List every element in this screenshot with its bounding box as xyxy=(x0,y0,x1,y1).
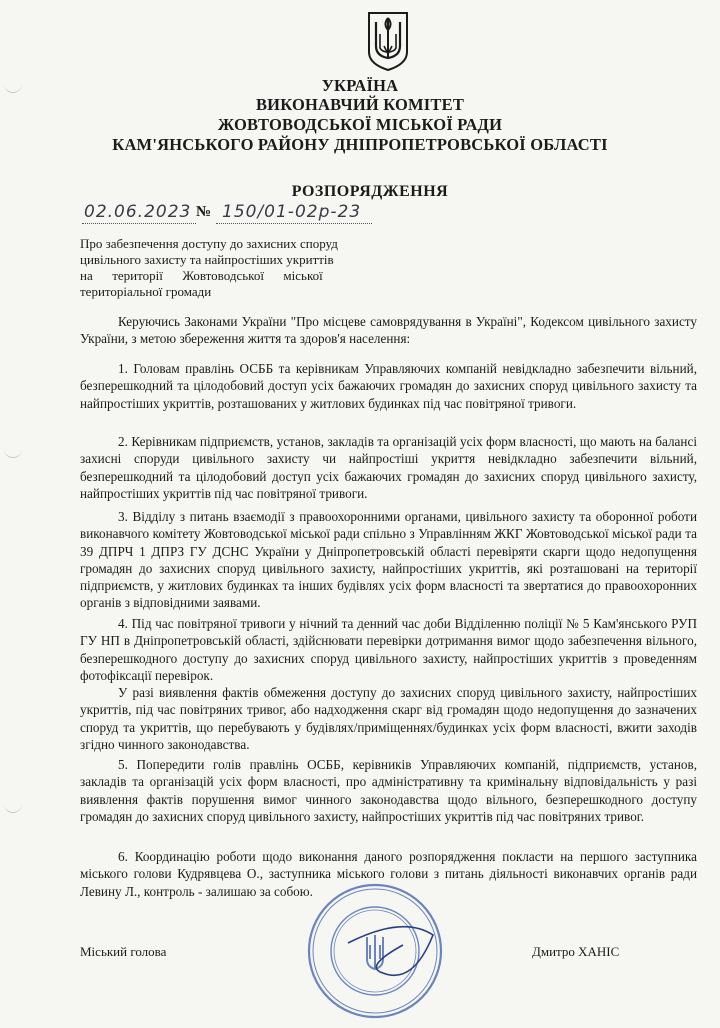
signer-position: Міський голова xyxy=(80,944,167,959)
item-5 xyxy=(80,756,697,825)
subject-line: Про забезпечення доступу до захисних споруд xyxy=(80,236,338,251)
margin-mark xyxy=(4,447,22,458)
header-committee: ВИКОНАВЧИЙ КОМІТЕТ xyxy=(255,95,465,114)
signature-stroke xyxy=(348,927,433,976)
item-1 xyxy=(80,360,697,412)
item-text: 1. Головам правлінь ОСББ та керівникам Управляючих компаній невідкладно забезпечити вільний, безперешкодний та цілодобовий доступ усіх бажаючих громадян до захисних споруд цивільного захисту та найпростіших укриттів, розташованих у житлових будинках під час повітряної тривоги. xyxy=(80,361,697,411)
trident-emblem-icon xyxy=(366,10,410,72)
item-text: 2. Керівникам підприємств, установ, закладів та організацій усіх форм власності, що мають на балансі захисні споруди цивільного захисту чи найпростіші укриття невідкладно забезпечити вільний, безперешкодний та цілодобовий доступ усіх бажаючих громадян до захисних споруд цивільного захисту, найпростіших укриттів під час повітряної тривоги. xyxy=(80,434,697,501)
item-text: 5. Попередити голів правлінь ОСББ, керівників Управляючих компаній, підприємств, установ, закладів та організацій усіх форм власності, про адміністративну та кримінальну відповідальність у разі виявлення фактів порушення вимог чинного законодавства щодо вільного, безперешкодного доступу громадян до захисних споруд цивільного захисту, найпростіших укриттів під час повітряних тривог. xyxy=(80,757,697,824)
preamble xyxy=(80,313,697,348)
item-4 xyxy=(80,615,697,753)
signer-name: Дмитро ХАНІС xyxy=(532,944,620,959)
item-text: 3. Відділу з питань взаємодії з правоохоронними органами, цивільного захисту та оборонної роботи виконавчого комітету Жовтоводської міської ради спільно з Управлінням ЖКГ Жовтоводської міської ради та 39 ДПРЧ 1 ДПРЗ ГУ ДСНС України у Дніпропетровській області перевіряти скарги щодо недопущення громадян до захисних споруд цивільного захисту, найпростіших укриттів, які розташовані на території підприємств, у житлових будинках та інших будівлях усіх форм власності та звертатися до правоохоронних органів з відповідними заявами. xyxy=(80,509,697,611)
official-stamp xyxy=(293,875,458,1025)
item-3 xyxy=(80,508,697,612)
margin-mark xyxy=(4,802,22,813)
header-country: УКРАЇНА xyxy=(321,76,399,95)
header-region: КАМ'ЯНСЬКОГО РАЙОНУ ДНІПРОПЕТРОВСЬКОЇ ОБЛАСТІ xyxy=(112,135,608,154)
number-underline xyxy=(216,223,372,224)
item-4-continuation: У разі виявлення фактів обмеження доступу до захисних споруд цивільного захисту, найпростіших укриттів, під час повітряних тривог, або надходження скарг від громадян щодо недопущення до зазначених споруд та укриттів, що перебувають у будівлях/приміщеннях/будинках усіх форм власності, вжити заходів згідно чинного законодавства. xyxy=(80,685,697,753)
document-subject xyxy=(80,236,370,300)
subject-line: на території Жовтоводської міської xyxy=(80,268,323,283)
subject-line: територіальної громади xyxy=(80,284,212,299)
preamble-text: Керуючись Законами України "Про місцеве самоврядування в Україні", Кодексом цивільного захисту України, з метою збереження життя та здоров'я населення: xyxy=(80,314,697,347)
subject-line: цивільного захисту та найпростіших укриттів xyxy=(80,252,334,267)
number-label: № xyxy=(196,204,212,220)
date-underline xyxy=(82,223,196,224)
item-text: 4. Під час повітряної тривоги у нічний та денний час доби Відділенню поліції № 5 Кам'янського РУП ГУ НП в Дніпропетровській області, здійснювати перевірки дотримання вимог щодо забезпечення вільного, безперешкодного доступу до захисних споруд цивільного захисту, найпростіших укриттів з проведенням фотофіксації перевірок. xyxy=(80,616,697,683)
document-number: 150/01-02р-23 xyxy=(222,202,362,222)
document-title: РОЗПОРЯДЖЕННЯ xyxy=(291,183,449,200)
header-council: ЖОВТОВОДСЬКОЇ МІСЬКОЇ РАДИ xyxy=(217,115,503,134)
document-date: 02.06.2023 xyxy=(84,202,192,222)
item-text: 6. Координацію роботи щодо виконання даного розпорядження покласти на першого заступника міського голови Кудрявцева О., заступника міського голови з питань діяльності виконавчих органів ради Левину Л., контроль - залишаю за собою. xyxy=(80,849,697,899)
item-2 xyxy=(80,433,697,502)
